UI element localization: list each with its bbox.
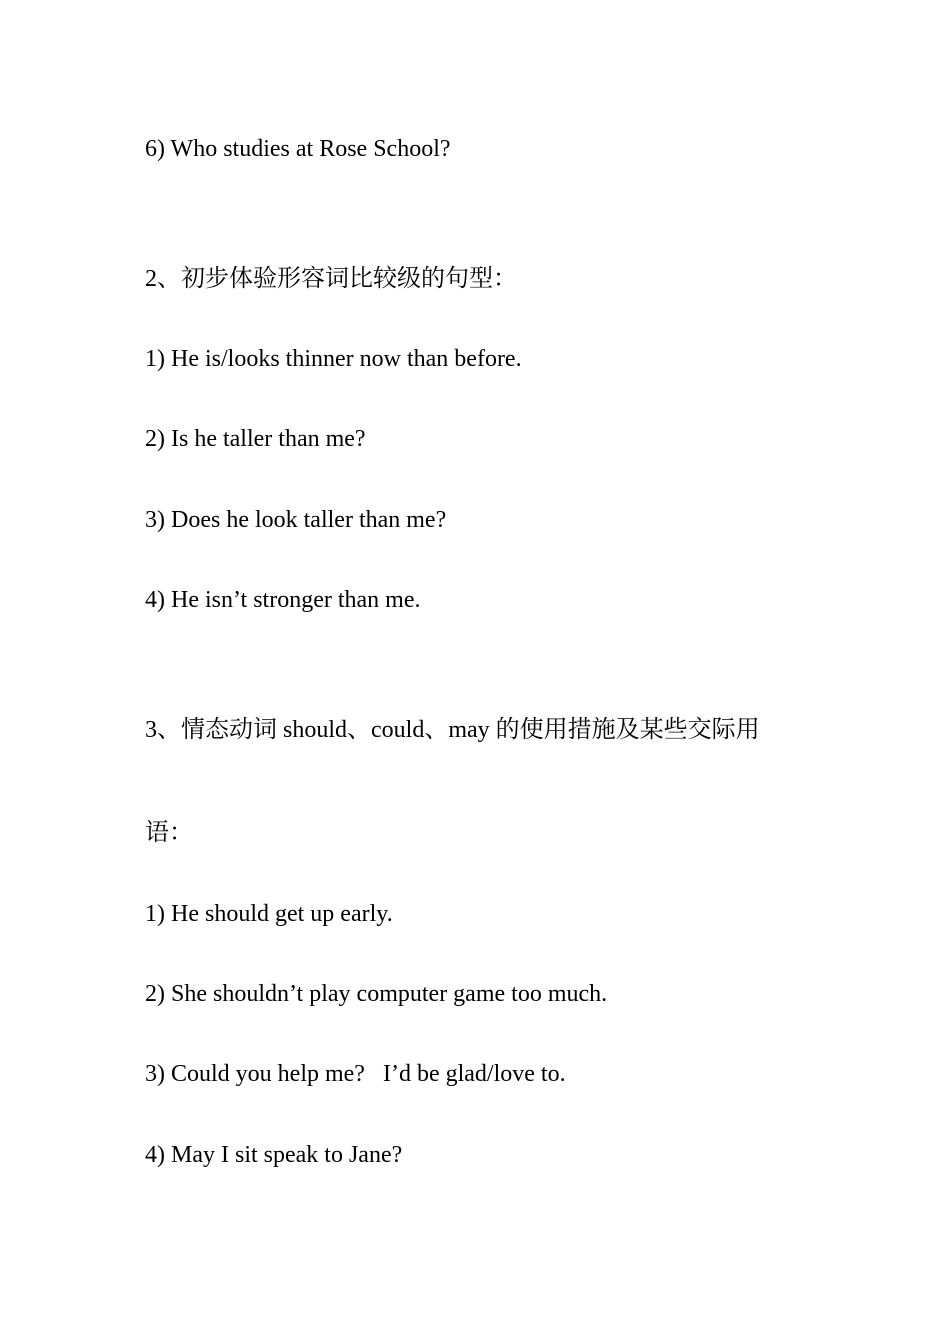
section-2-heading: 2、初步体验形容词比较级的句型： — [145, 266, 517, 292]
section-3-heading: 3、情态动词 should、could、may 的使用措施及某些交际用 — [145, 717, 760, 743]
question-6-line: 6) Who studies at Rose School? — [145, 136, 451, 162]
example-line-2-1: 1) He is/looks thinner now than before. — [145, 346, 522, 372]
section-3-heading-continuation: 语： — [145, 820, 193, 846]
example-line-3-1: 1) He should get up early. — [145, 901, 393, 927]
example-line-3-3: 3) Could you help me? I’d be glad/love to. — [145, 1061, 566, 1087]
example-line-3-4: 4) May I sit speak to Jane? — [145, 1142, 403, 1168]
example-line-2-2: 2) Is he taller than me? — [145, 426, 366, 452]
example-line-2-3: 3) Does he look taller than me? — [145, 507, 447, 533]
example-line-3-2: 2) She shouldn’t play computer game too much. — [145, 981, 608, 1007]
example-line-2-4: 4) He isn’t stronger than me. — [145, 587, 421, 613]
